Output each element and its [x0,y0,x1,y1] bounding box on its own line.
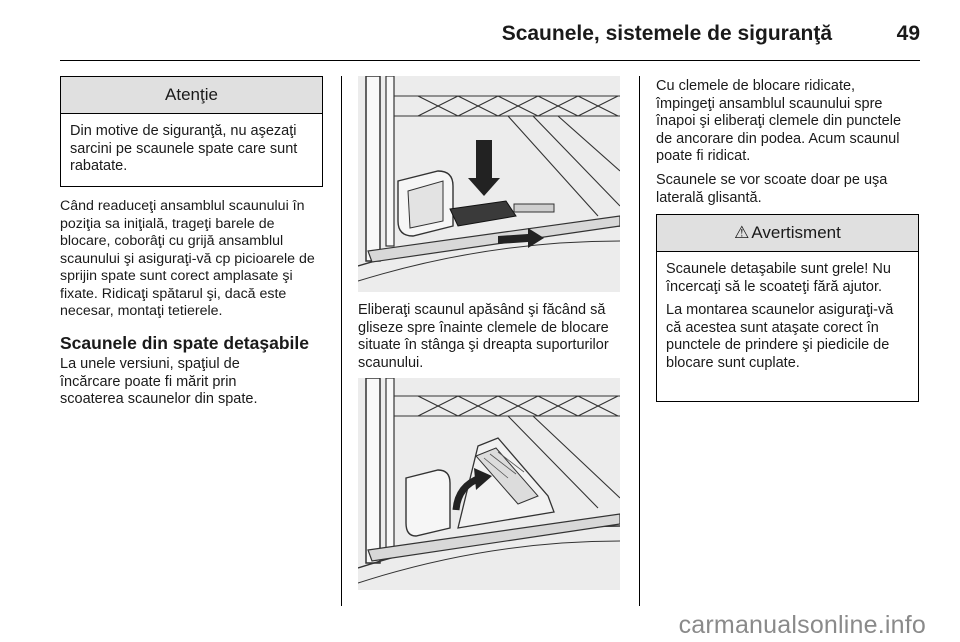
column-divider-right [639,76,640,606]
seat-lift-illustration [358,378,620,590]
seat-bracket-push-icon [358,76,620,292]
warning-box [656,214,919,402]
caution-box-title: Atenţie [61,77,322,114]
page-number: 49 [896,22,920,45]
warning-text-1: Scaunele detaşabile sunt grele! Nu încercaţi să le scoateţi fără ajutor. [666,261,891,295]
caution-box [60,76,323,187]
column-divider-left [341,76,342,606]
seat-bracket-lift-icon [358,378,620,590]
page-title: Scaunele, sistemele de siguranţă [501,22,832,45]
caution-box-text: Din motive de siguranţă, nu aşezaţi sarcini pe scaunele spate care sunt rabatate. [70,123,298,174]
warning-box-header [657,215,918,252]
warning-triangle-icon: ⚠ [734,223,750,242]
right-paragraph-2: Scaunele se vor scoate doar pe uşa laterală glisantă. [656,172,888,206]
left-paragraph-2: La unele versiuni, spaţiul de încărcare poate fi mărit prin scoaterea scaunelor din spate. [60,356,258,407]
right-paragraph-1: Cu clemele de blocare ridicate, împingeţi ansamblul scaunului spre înapoi şi eliberaţi clemele din punctele de ancorare din podea. Acum scaunul poate fi ridicat. [656,78,902,164]
left-paragraph-1: Când readuceţi ansamblul scaunului în poziţia sa iniţială, trageţi barele de blocare, coborâţi cu grijă ansamblul scaunului şi asiguraţi-vă cp picioarele de sprijin spate sunt corect amplasate şi fixate. Ridicaţi spătarul şi, dacă este necesar, montaţi tetierele. [60,198,315,319]
section-heading: Scaunele din spate detaşabile [60,333,309,353]
warning-text-2: La montarea scaunelor asiguraţi-vă că acestea sunt ataşate corect în punctele de prindere şi piedicile de blocare sunt cuplate. [666,302,894,371]
page-header [60,16,920,61]
middle-caption: Eliberaţi scaunul apăsând şi făcând să gliseze spre înainte clemele de blocare situate în stânga şi dreapta suporturilor scaunului. [358,302,609,371]
seat-release-illustration [358,76,620,292]
watermark: carmanualsonline.info [678,611,926,639]
warning-box-title: Avertisment [751,223,841,242]
